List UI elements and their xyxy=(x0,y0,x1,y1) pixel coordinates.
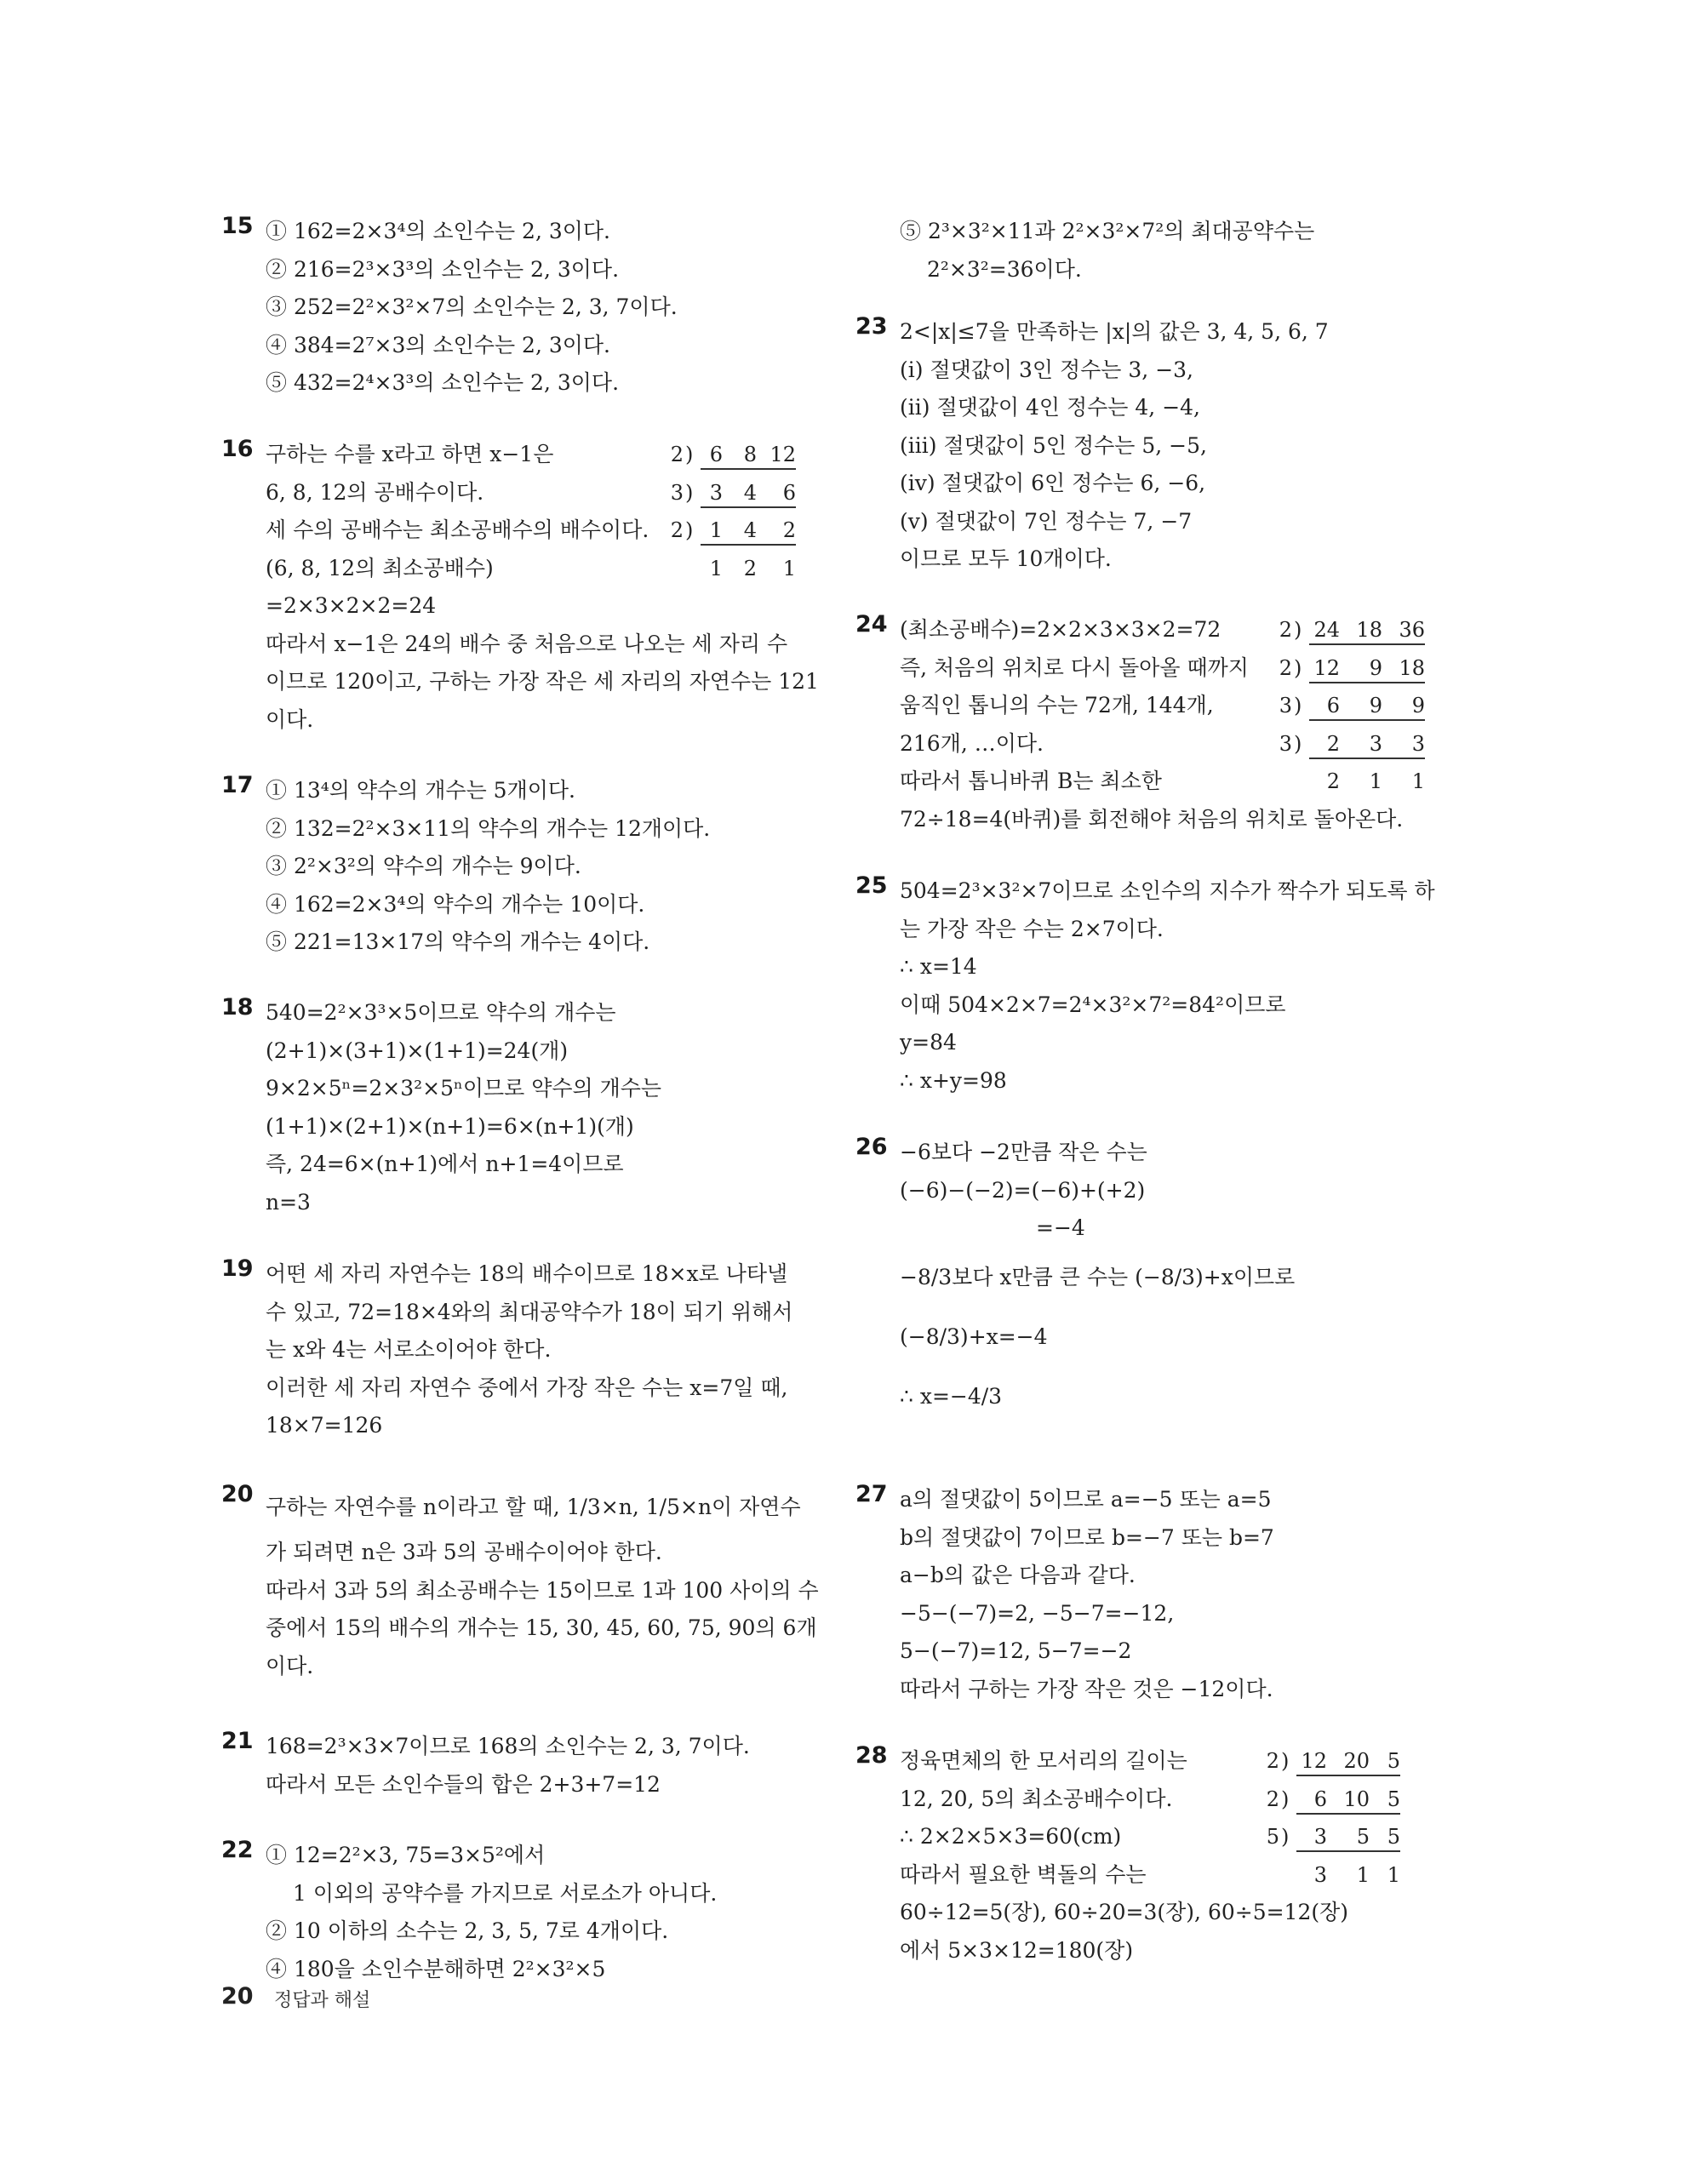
solution-line: 따라서 필요한 벽돌의 수는 xyxy=(900,1861,1147,1887)
problem-number: 20 xyxy=(221,1481,254,1507)
solution-line: 이다. xyxy=(266,1653,314,1678)
solution-line: 구하는 수를 x라고 하면 x−1은 xyxy=(266,442,554,466)
solution-line: =−4 xyxy=(1036,1215,1085,1240)
page-number: 20 xyxy=(221,1983,254,2010)
solution-line: 따라서 톱니바퀴 B는 최소한 xyxy=(900,769,1162,793)
solution-line: ∴ x=14 xyxy=(900,954,977,979)
solution-line: ③ 252=2²×3²×7의 소인수는 2, 3, 7이다. xyxy=(266,294,678,319)
solution-line: (ⅲ) 절댓값이 5인 정수는 5, −5, xyxy=(900,432,1207,458)
solution-line: (ⅴ) 절댓값이 7인 정수는 7, −7 xyxy=(900,508,1193,534)
solution-line: ④ 180을 소인수분해하면 2²×3²×5 xyxy=(266,1956,606,1981)
problem-number: 21 xyxy=(221,1728,254,1754)
solution-line: ① 13⁴의 약수의 개수는 5개이다. xyxy=(266,778,575,803)
problem-number: 23 xyxy=(855,313,888,340)
solution-line: (−8/3)+x=−4 xyxy=(900,1324,1048,1349)
solution-line: 따라서 3과 5의 최소공배수는 15이므로 1과 100 사이의 수 xyxy=(266,1577,819,1603)
problem-number: 24 xyxy=(855,611,888,637)
solution-line: 540=2²×3³×5이므로 약수의 개수는 xyxy=(266,1000,616,1025)
solution-line: ④ 162=2×3⁴의 약수의 개수는 10이다. xyxy=(266,891,645,917)
solution-line: −5−(−7)=2, −5−7=−12, xyxy=(900,1600,1175,1626)
solution-line: 6, 8, 12의 공배수이다. xyxy=(266,479,484,505)
solution-line: n=3 xyxy=(266,1189,311,1215)
solution-line: 2<|x|≤7을 만족하는 |x|의 값은 3, 4, 5, 6, 7 xyxy=(900,319,1329,344)
solution-line: 가 되려면 n은 3과 5의 공배수이어야 한다. xyxy=(266,1540,662,1564)
solution-line: ⑤ 2³×3²×11과 2²×3²×7²의 최대공약수는 xyxy=(900,219,1315,243)
solution-line: 중에서 15의 배수의 개수는 15, 30, 45, 60, 75, 90의 6개 xyxy=(266,1615,817,1640)
solution-line: a−b의 값은 다음과 같다. xyxy=(900,1563,1136,1587)
solution-line: (2+1)×(3+1)×(1+1)=24(개) xyxy=(266,1038,569,1063)
solution-line: 수 있고, 72=18×4와의 최대공약수가 18이 되기 위해서 xyxy=(266,1299,793,1324)
solution-line: 72÷18=4(바퀴)를 회전해야 처음의 위치로 돌아온다. xyxy=(900,806,1404,832)
solution-line: ∴ 2×2×5×3=60(cm) xyxy=(900,1824,1122,1849)
solution-line: ① 162=2×3⁴의 소인수는 2, 3이다. xyxy=(266,219,610,243)
problem-number: 22 xyxy=(221,1837,254,1863)
solution-line: ② 132=2²×3×11의 약수의 개수는 12개이다. xyxy=(266,815,711,841)
solution-line: 이러한 세 자리 자연수 중에서 가장 작은 수는 x=7일 때, xyxy=(266,1375,788,1400)
solution-line: 60÷12=5(장), 60÷20=3(장), 60÷5=12(장) xyxy=(900,1900,1349,1924)
solution-line: 12, 20, 5의 최소공배수이다. xyxy=(900,1786,1173,1811)
solution-line: 따라서 구하는 가장 작은 것은 −12이다. xyxy=(900,1676,1273,1701)
solution-line: 이다. xyxy=(266,706,314,732)
solution-line: 즉, 처음의 위치로 다시 돌아올 때까지 xyxy=(900,655,1249,680)
solution-line: 움직인 톱니의 수는 72개, 144개, xyxy=(900,693,1214,718)
solution-line: 정육면체의 한 모서리의 길이는 xyxy=(900,1748,1187,1773)
problem-number: 16 xyxy=(221,436,254,462)
problem-number: 27 xyxy=(855,1481,888,1507)
problem-number: 19 xyxy=(221,1255,254,1282)
solution-line: (최소공배수)=2×2×3×3×2=72 xyxy=(900,617,1221,642)
solution-line: ④ 384=2⁷×3의 소인수는 2, 3이다. xyxy=(266,332,610,357)
problem-number: 17 xyxy=(221,772,254,798)
solution-line: 어떤 세 자리 자연수는 18의 배수이므로 18×x로 나타낼 xyxy=(266,1261,788,1286)
solution-line: 는 x와 4는 서로소이어야 한다. xyxy=(266,1337,552,1362)
solution-line: y=84 xyxy=(900,1030,957,1055)
solution-line: ① 12=2²×3, 75=3×5²에서 xyxy=(266,1843,546,1867)
solution-line: 이므로 120이고, 구하는 가장 작은 세 자리의 자연수는 121 xyxy=(266,669,819,694)
solution-line: ② 10 이하의 소수는 2, 3, 5, 7로 4개이다. xyxy=(266,1918,669,1943)
problem-number: 25 xyxy=(855,872,888,899)
solution-line: 따라서 x−1은 24의 배수 중 처음으로 나오는 세 자리 수 xyxy=(266,631,788,656)
solution-line: (ⅳ) 절댓값이 6인 정수는 6, −6, xyxy=(900,471,1206,495)
problem-number: 28 xyxy=(855,1742,888,1769)
problem-number: 26 xyxy=(855,1134,888,1160)
solution-line: (ⅰ) 절댓값이 3인 정수는 3, −3, xyxy=(900,357,1193,382)
solution-line: ⑤ 432=2⁴×3³의 소인수는 2, 3이다. xyxy=(266,370,620,395)
solution-line: 구하는 자연수를 n이라고 할 때, 1/3×n, 1/5×n이 자연수 xyxy=(266,1495,801,1519)
solution-line: (6, 8, 12의 최소공배수) xyxy=(266,555,494,580)
solution-line: −6보다 −2만큼 작은 수는 xyxy=(900,1140,1147,1164)
solution-line: b의 절댓값이 7이므로 b=−7 또는 b=7 xyxy=(900,1524,1274,1550)
solution-line: 이므로 모두 10개이다. xyxy=(900,546,1112,571)
problem-number: 15 xyxy=(221,213,254,239)
solution-line: 5−(−7)=12, 5−7=−2 xyxy=(900,1638,1132,1663)
problem-number: 18 xyxy=(221,994,254,1021)
solution-line: 216개, …이다. xyxy=(900,730,1044,756)
solution-line: 에서 5×3×12=180(장) xyxy=(900,1937,1134,1963)
solution-line: ⑤ 221=13×17의 약수의 개수는 4이다. xyxy=(266,929,650,954)
solution-line: =2×3×2×2=24 xyxy=(266,593,437,618)
solution-line: (ⅱ) 절댓값이 4인 정수는 4, −4, xyxy=(900,395,1200,420)
page-label: 정답과 해설 xyxy=(274,1990,371,2011)
solution-line: a의 절댓값이 5이므로 a=−5 또는 a=5 xyxy=(900,1487,1272,1512)
solution-line: 1 이외의 공약수를 가지므로 서로소가 아니다. xyxy=(293,1880,718,1906)
solution-line: (1+1)×(2+1)×(n+1)=6×(n+1)(개) xyxy=(266,1113,634,1139)
solution-line: 9×2×5ⁿ=2×3²×5ⁿ이므로 약수의 개수는 xyxy=(266,1076,662,1101)
solution-line: 504=2³×3²×7이므로 소인수의 지수가 짝수가 되도록 하 xyxy=(900,878,1435,903)
solution-line: 168=2³×3×7이므로 168의 소인수는 2, 3, 7이다. xyxy=(266,1734,750,1758)
solution-line: −8/3보다 x만큼 큰 수는 (−8/3)+x이므로 xyxy=(900,1264,1296,1289)
solution-line: ② 216=2³×3³의 소인수는 2, 3이다. xyxy=(266,256,620,282)
solution-line: 18×7=126 xyxy=(266,1413,383,1438)
solution-line: 이때 504×2×7=2⁴×3²×7²=84²이므로 xyxy=(900,992,1286,1017)
solution-line: ③ 2²×3²의 약수의 개수는 9이다. xyxy=(266,854,581,878)
solution-line: 는 가장 작은 수는 2×7이다. xyxy=(900,916,1164,941)
solution-line: 즉, 24=6×(n+1)에서 n+1=4이므로 xyxy=(266,1152,624,1176)
solution-line: 따라서 모든 소인수들의 합은 2+3+7=12 xyxy=(266,1771,661,1797)
solution-line: ∴ x=−4/3 xyxy=(900,1383,1003,1409)
solution-line: ∴ x+y=98 xyxy=(900,1067,1007,1093)
solution-line: (−6)−(−2)=(−6)+(+2) xyxy=(900,1177,1146,1203)
solution-line: 세 수의 공배수는 최소공배수의 배수이다. xyxy=(266,517,649,542)
solution-line: 2²×3²=36이다. xyxy=(927,256,1082,282)
